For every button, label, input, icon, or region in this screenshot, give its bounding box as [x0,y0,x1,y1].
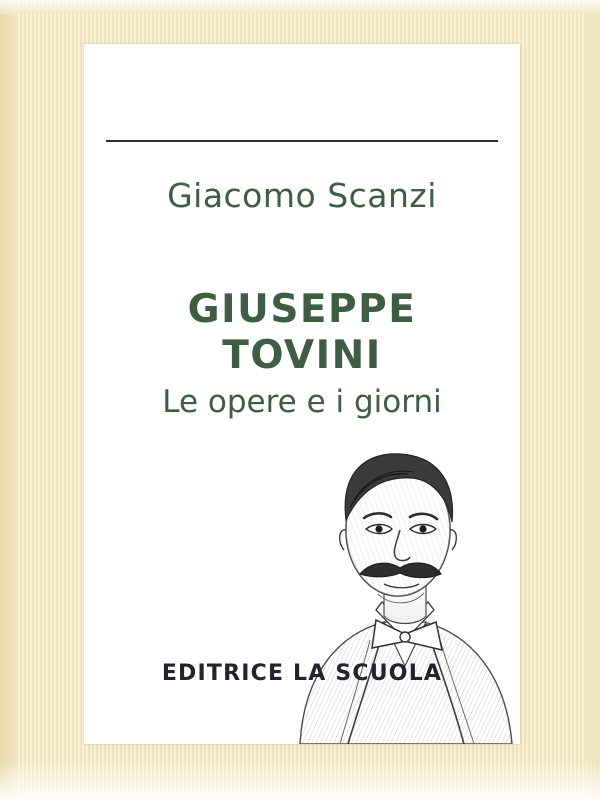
cover-page-panel [84,44,520,744]
border-shade-left [0,0,18,800]
book-title-line-1: GIUSEPPE [187,287,417,332]
book-title-line-2: TOVINI [222,333,382,379]
border-shade-bottom [0,760,600,800]
book-subtitle: Le opere e i giorni [162,384,442,420]
author-name: Giacomo Scanzi [167,176,437,215]
book-title [84,287,520,379]
portrait-engraving-svg [292,434,520,744]
portrait-illustration [292,434,520,744]
border-shade-right [584,0,600,800]
horizontal-rule [106,140,498,142]
publisher-name: EDITRICE LA SCUOLA [161,661,443,686]
border-shade-top [0,0,600,14]
